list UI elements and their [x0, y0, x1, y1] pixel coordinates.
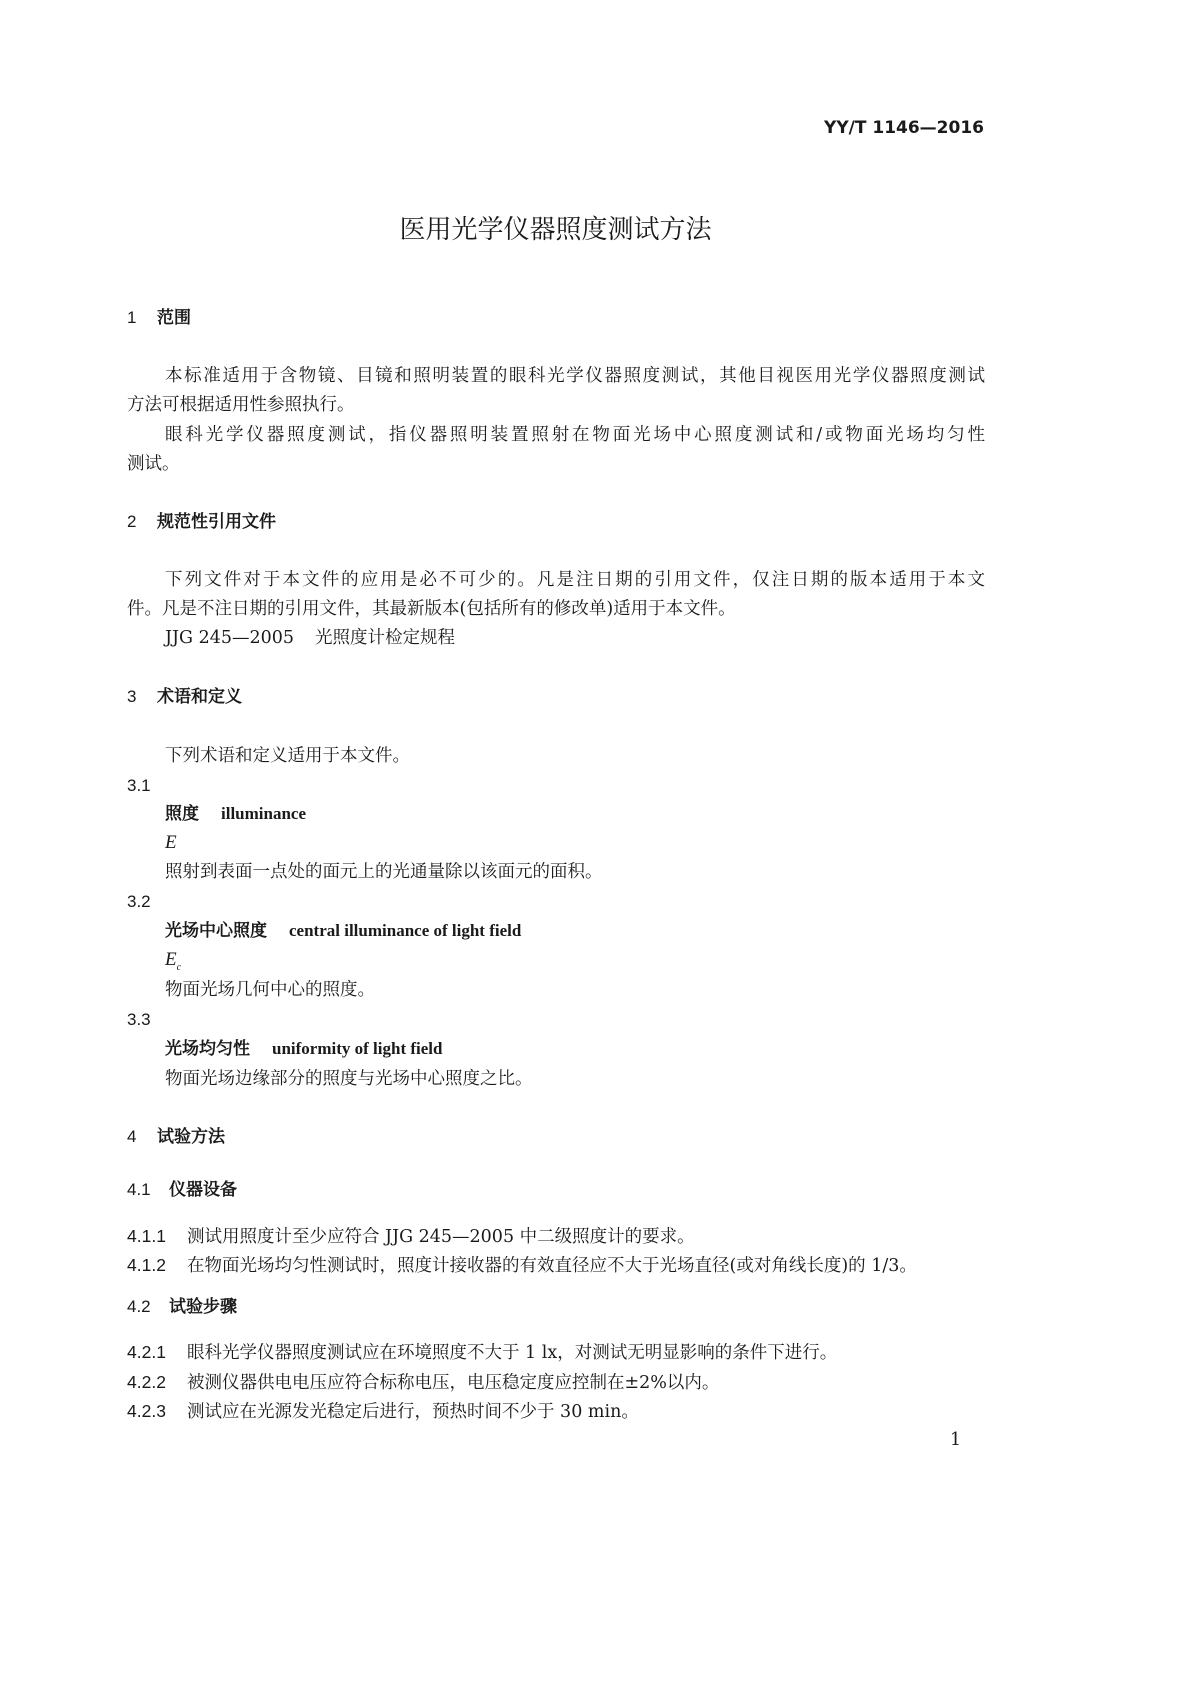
paragraph-line: 件。凡是不注日期的引用文件，其最新版本(包括所有的修改单)适用于本文件。: [127, 599, 736, 619]
term-name: 光场中心照度 central illuminance of light field: [165, 921, 522, 941]
term-name: 光场均匀性 uniformity of light field: [165, 1039, 443, 1059]
clause-item: 4.2.1 眼科光学仪器照度测试应在环境照度不大于 1 lx，对测试无明显影响的条件下进行。: [127, 1342, 838, 1363]
normative-reference: JJG 245—2005 光照度计检定规程: [165, 628, 455, 648]
term-number: 3.2: [127, 892, 151, 911]
section-3-heading: 3 术语和定义: [127, 687, 242, 707]
section-1-heading: 1 范围: [127, 308, 191, 328]
clause-item: 4.2.2 被测仪器供电电压应符合标称电压，电压稳定度应控制在±2%以内。: [127, 1372, 720, 1393]
section-4-2-heading: 4.2 试验步骤: [127, 1297, 237, 1317]
page-number: 1: [950, 1430, 962, 1450]
terms-intro: 下列术语和定义适用于本文件。: [165, 746, 410, 766]
term-definition: 物面光场边缘部分的照度与光场中心照度之比。: [165, 1069, 533, 1089]
standard-number: YY/T 1146—2016: [824, 118, 984, 138]
section-4-heading: 4 试验方法: [127, 1127, 225, 1147]
term-definition: 照射到表面一点处的面元上的光通量除以该面元的面积。: [165, 862, 603, 882]
page-title: 医用光学仪器照度测试方法: [399, 215, 712, 245]
clause-item: 4.1.2 在物面光场均匀性测试时，照度计接收器的有效直径应不大于光场直径(或对角线长度)的 1/3。: [127, 1255, 917, 1276]
paragraph-line: 测试。: [127, 454, 180, 474]
term-symbol: E: [165, 832, 177, 853]
term-number: 3.1: [127, 776, 151, 795]
paragraph-line: 下列文件对于本文件的应用是必不可少的。凡是注日期的引用文件，仅注日期的版本适用于本文: [165, 570, 985, 590]
term-number: 3.3: [127, 1010, 151, 1029]
section-4-1-heading: 4.1 仪器设备: [127, 1180, 237, 1200]
clause-item: 4.1.1 测试用照度计至少应符合 JJG 245—2005 中二级照度计的要求。: [127, 1226, 695, 1247]
term-symbol: $E_c$: [165, 949, 182, 973]
paragraph-line: 眼科光学仪器照度测试，指仪器照明装置照射在物面光场中心照度测试和/或物面光场均匀性: [165, 425, 985, 445]
section-2-heading: 2 规范性引用文件: [127, 512, 276, 532]
clause-item: 4.2.3 测试应在光源发光稳定后进行，预热时间不少于 30 min。: [127, 1401, 639, 1422]
term-name: 照度 illuminance: [165, 804, 307, 824]
paragraph-line: 方法可根据适用性参照执行。: [127, 395, 355, 415]
term-definition: 物面光场几何中心的照度。: [165, 980, 375, 1000]
paragraph-line: 本标准适用于含物镜、目镜和照明装置的眼科光学仪器照度测试，其他目视医用光学仪器照度测试: [165, 366, 985, 386]
